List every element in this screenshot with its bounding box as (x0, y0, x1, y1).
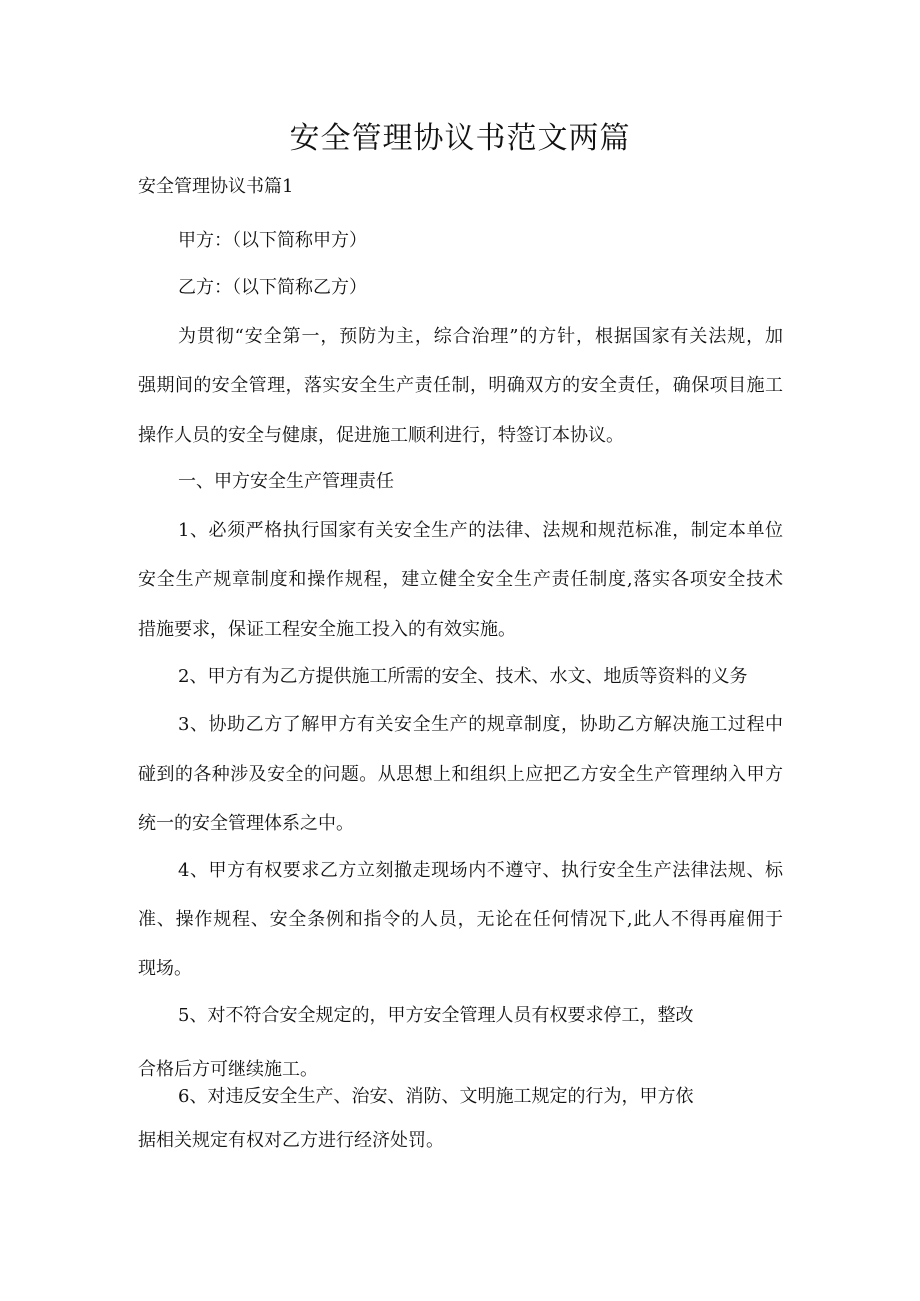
paragraph-line: 现场。 (138, 958, 192, 979)
paragraph-line: 6、对违反安全生产、治安、消防、文明施工规定的行为，甲方依 (178, 1086, 694, 1107)
paragraph-line: 为贯彻“安全第一，预防为主，综合治理”的方针，根据国家有关法规，加 (178, 326, 783, 347)
party-a-line: 甲方：（以下简称甲方） (178, 230, 367, 251)
paragraph-line: 准、操作规程、安全条例和指令的人员，无论在任何情况下,此人不得再雇佣于 (138, 909, 783, 930)
paragraph-line: 2、甲方有为乙方提供施工所需的安全、技术、水文、地质等资料的义务 (178, 666, 748, 687)
paragraph-line: 5、对不符合安全规定的，甲方安全管理人员有权要求停工，整改 (178, 1005, 694, 1026)
paragraph-line: 安全生产规章制度和操作规程，建立健全安全生产责任制度,落实各项安全技术 (138, 569, 783, 590)
paragraph-line: 操作人员的安全与健康，促进施工顺利进行，特签订本协议。 (138, 425, 624, 446)
paragraph-line: 1、必须严格执行国家有关安全生产的法律、法规和规范标准，制定本单位 (178, 520, 783, 541)
paragraph-line: 强期间的安全管理，落实安全生产责任制，明确双方的安全责任，确保项目施工 (138, 375, 783, 396)
paragraph-line: 3、协助乙方了解甲方有关安全生产的规章制度，协助乙方解决施工过程中 (178, 714, 783, 735)
paragraph-line: 4、甲方有权要求乙方立刻撤走现场内不遵守、执行安全生产法律法规、标 (178, 860, 783, 881)
part-heading: 一、甲方安全生产管理责任 (178, 471, 394, 492)
document-title: 安全管理协议书范文两篇 (289, 121, 631, 156)
paragraph-line: 据相关规定有权对乙方进行经济处罚。 (138, 1130, 444, 1151)
paragraph-line: 统一的安全管理体系之中。 (138, 813, 354, 834)
paragraph-line: 碰到的各种涉及安全的问题。从思想上和组织上应把乙方安全生产管理纳入甲方 (138, 764, 783, 785)
paragraph-line: 措施要求，保证工程安全施工投入的有效实施。 (138, 619, 516, 640)
party-b-line: 乙方：（以下简称乙方） (178, 277, 367, 298)
paragraph-line: 合格后方可继续施工。 (138, 1059, 318, 1080)
section-heading: 安全管理协议书篇1 (138, 176, 294, 197)
